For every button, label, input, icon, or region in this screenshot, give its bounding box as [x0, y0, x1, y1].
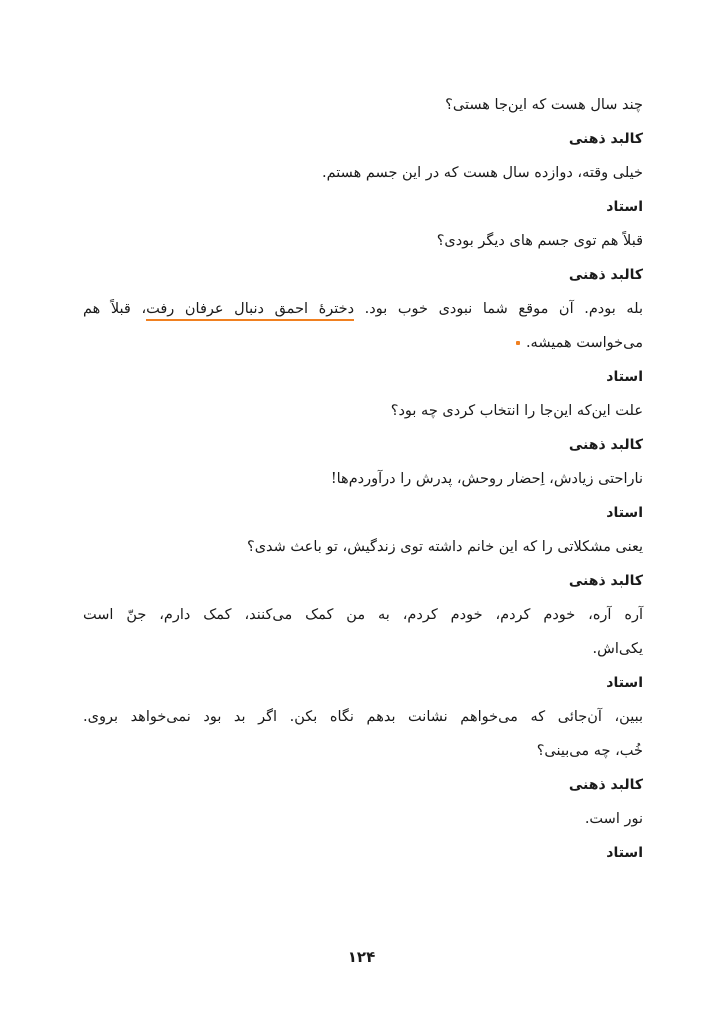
- orange-marker-dot: [516, 341, 520, 345]
- line-text-end: ، قبلاً هم: [83, 301, 147, 317]
- dialogue-line: آره آره، خودم کردم، خودم کردم، به من کمک می‌کنند، کمک دارم، جنّ است: [83, 607, 643, 623]
- line-text: می‌خواست همیشه.: [525, 335, 643, 351]
- speaker-label: استاد: [606, 369, 643, 385]
- dialogue-line: چند سال هست که این‌جا هستی؟: [445, 97, 643, 113]
- speaker-label: کالبد ذهنی: [568, 131, 643, 147]
- dialogue-line: [83, 326, 643, 360]
- dialogue-line: قبلاً هم توی جسم های دیگر بودی؟: [436, 233, 643, 249]
- dialogue-line-with-highlight: [83, 292, 643, 326]
- speaker-label: کالبد ذهنی: [568, 573, 643, 589]
- dialogue-line: علت این‌که این‌جا را انتخاب کردی چه بود؟: [390, 403, 643, 419]
- speaker-label: استاد: [606, 675, 643, 691]
- dialogue-line: یکی‌اش.: [592, 641, 643, 657]
- speaker-label: کالبد ذهنی: [568, 777, 643, 793]
- speaker-label: استاد: [606, 845, 643, 861]
- dialogue-line: ناراحتی زیادش، اِحضار روحش، پدرش را درآوردم‌ها!: [330, 471, 643, 487]
- page-number: ۱۲۴: [347, 948, 376, 966]
- line-text-start: بله بودم. آن موقع شما نبودی خوب بود.: [354, 301, 643, 317]
- dialogue-line: یعنی مشکلاتی را که این خانم داشته توی زندگیش، تو باعث شدی؟: [247, 539, 643, 555]
- dialogue-line: ببین، آن‌جائی که می‌خواهم نشانت بدهم نگاه بکن. اگر بد بود نمی‌خواهد بروی.: [83, 709, 643, 725]
- speaker-label: کالبد ذهنی: [568, 437, 643, 453]
- dialogue-body: [83, 88, 643, 870]
- speaker-label: کالبد ذهنی: [568, 267, 643, 283]
- dialogue-line: خُب، چه می‌بینی؟: [536, 743, 643, 759]
- speaker-label: استاد: [606, 199, 643, 215]
- dialogue-line: خیلی وقته، دوازده سال هست که در این جسم هستم.: [322, 165, 643, 181]
- speaker-label: استاد: [606, 505, 643, 521]
- underlined-phrase: دخترهٔ احمق دنبال عرفان رفت: [146, 301, 354, 321]
- dialogue-line: نور است.: [584, 811, 643, 827]
